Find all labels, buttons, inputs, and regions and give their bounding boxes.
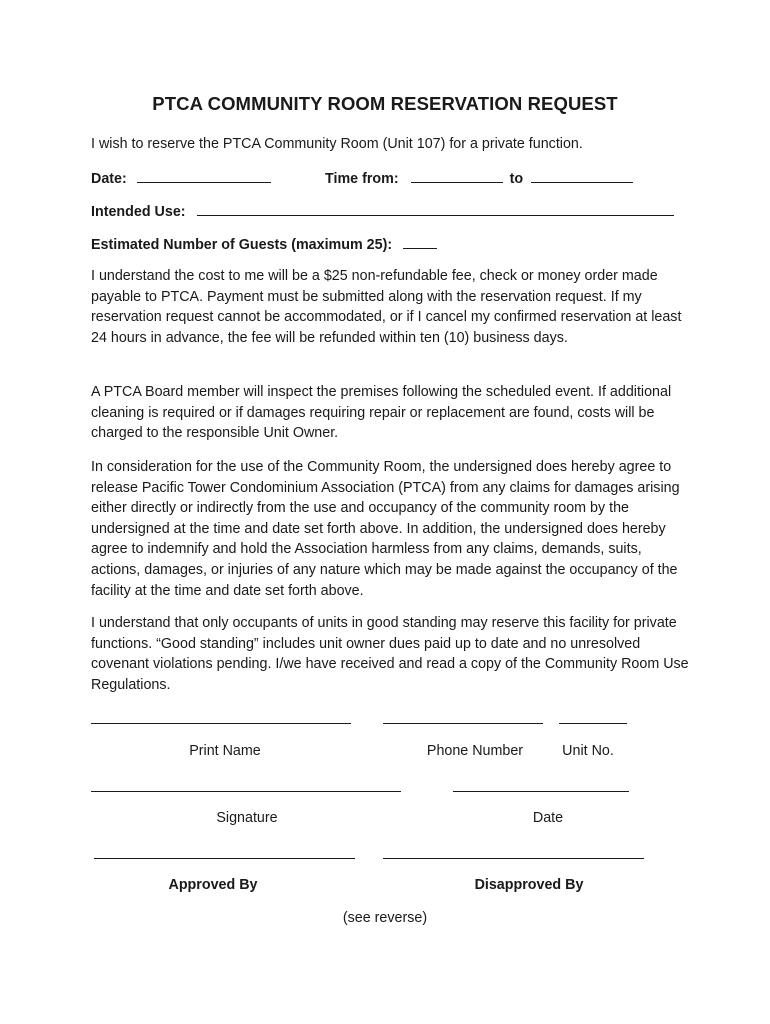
disapproved-by-label: Disapproved By bbox=[474, 877, 584, 893]
date-field bbox=[91, 168, 271, 187]
standing-paragraph: I understand that only occupants of units in good standing may reserve this facility for private functions. “Good standing” includes unit owner dues paid up to date and no unresolved covenant violations pending. I/we have received and read a copy of the Community Room Use Regulations. bbox=[91, 615, 689, 693]
phone-number-line[interactable] bbox=[383, 723, 543, 724]
approved-by-label: Approved By bbox=[168, 877, 258, 893]
intended-use-blank[interactable] bbox=[197, 201, 674, 216]
intro-text: I wish to reserve the PTCA Community Room (Unit 107) for a private function. bbox=[91, 136, 583, 152]
time-to-blank[interactable] bbox=[531, 168, 633, 183]
release-paragraph: In consideration for the use of the Community Room, the undersigned does hereby agree to release Pacific Tower Condominium Association (PTCA) from any claims for damages arising either directly or indirectly from the use and occupancy of the community room by the undersigned at the time and date set forth above. In addition, the undersigned does hereby agree to indemnify and hold the Association harmless from any claims, demands, suits, actions, damages, or injuries of any nature which may be made against the occupancy of the facility at the time and date set forth above. bbox=[91, 459, 680, 599]
inspection-paragraph: A PTCA Board member will inspect the premises following the scheduled event. If additional cleaning is required or if damages requiring repair or replacement are found, costs will be charged to the responsible Unit Owner. bbox=[91, 384, 672, 442]
guests-label: Estimated Number of Guests (maximum 25): bbox=[91, 237, 393, 253]
form-title: PTCA COMMUNITY ROOM RESERVATION REQUEST bbox=[152, 93, 618, 114]
print-name-label: Print Name bbox=[189, 743, 261, 759]
intended-use-label: Intended Use: bbox=[91, 204, 186, 220]
time-field bbox=[325, 168, 633, 187]
disapproved-by-line[interactable] bbox=[383, 858, 644, 859]
to-label: to bbox=[509, 171, 524, 187]
print-name-line[interactable] bbox=[91, 723, 351, 724]
unit-no-label: Unit No. bbox=[562, 743, 614, 759]
date-label: Date: bbox=[91, 171, 127, 187]
date-line[interactable] bbox=[453, 791, 629, 792]
date-signature-label: Date bbox=[532, 810, 564, 826]
time-from-label: Time from: bbox=[325, 171, 399, 187]
approved-by-line[interactable] bbox=[94, 858, 355, 859]
date-blank[interactable] bbox=[137, 168, 271, 183]
guests-blank[interactable] bbox=[403, 234, 437, 249]
signature-line[interactable] bbox=[91, 791, 401, 792]
signature-label: Signature bbox=[216, 810, 278, 826]
see-reverse-note: (see reverse) bbox=[342, 910, 428, 926]
unit-no-line[interactable] bbox=[559, 723, 627, 724]
time-from-blank[interactable] bbox=[411, 168, 503, 183]
phone-number-label: Phone Number bbox=[426, 743, 524, 759]
cost-paragraph: I understand the cost to me will be a $25 non-refundable fee, check or money order made payable to PTCA. Payment must be submitted along with the reservation request. If my reservation request cannot be accommodated, or if I cancel my confirmed reservation at least 24 hours in advance, the fee will be refunded within ten (10) business days. bbox=[91, 268, 682, 346]
guests-field bbox=[91, 234, 437, 253]
intended-use-field bbox=[91, 201, 674, 220]
